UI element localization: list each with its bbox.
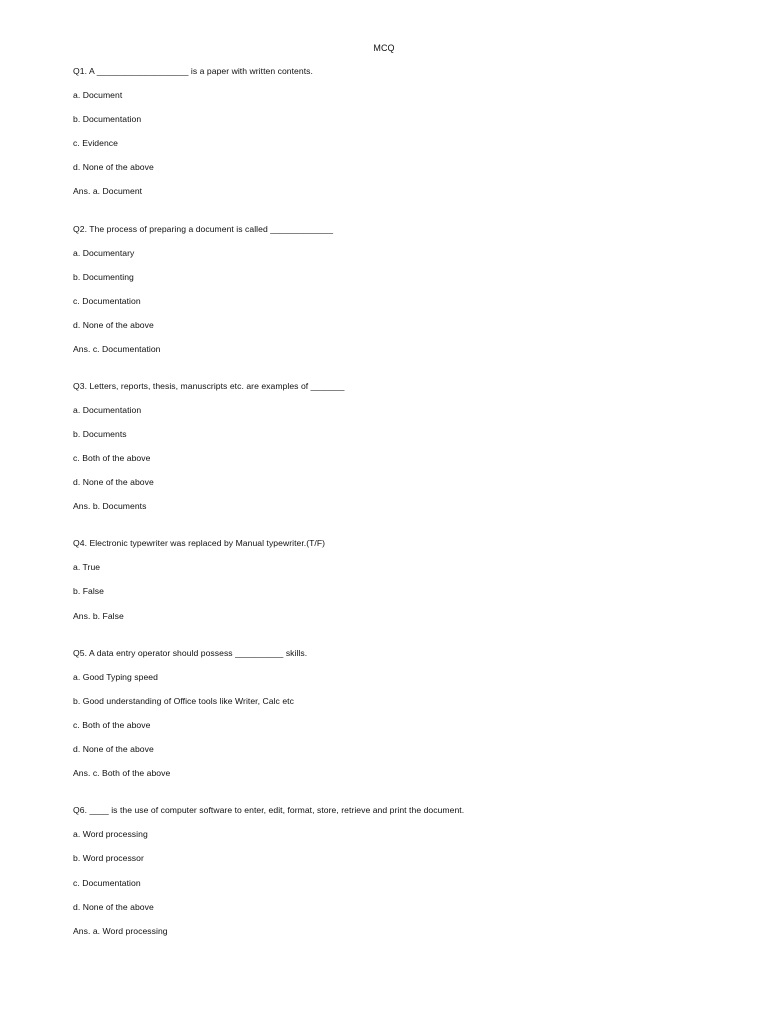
question-4-answer: Ans. b. False (73, 611, 124, 621)
question-4-text: Q4. Electronic typewriter was replaced by Manual typewriter.(T/F) (73, 538, 326, 548)
question-1-text: Q1. A ___________________ is a paper with written contents. (73, 66, 313, 76)
question-2-option-a: a. Documentary (73, 248, 135, 258)
question-3-text: Q3. Letters, reports, thesis, manuscripts etc. are examples of _______ (73, 381, 345, 391)
question-2-answer: Ans. c. Documentation (73, 344, 161, 354)
question-6-text: Q6. ____ is the use of computer software to enter, edit, format, store, retrieve and print the document. (73, 805, 465, 815)
question-4-option-b: b. False (73, 586, 104, 596)
question-6-answer: Ans. a. Word processing (73, 926, 168, 936)
question-2-text: Q2. The process of preparing a document is called _____________ (73, 224, 334, 234)
question-5-text: Q5. A data entry operator should possess __________ skills. (73, 648, 308, 658)
question-3-option-d: d. None of the above (73, 477, 154, 487)
question-1-option-c: c. Evidence (73, 138, 118, 148)
question-4-option-a: a. True (73, 562, 101, 572)
question-5-answer: Ans. c. Both of the above (73, 768, 171, 778)
question-6-option-d: d. None of the above (73, 902, 154, 912)
question-3-option-c: c. Both of the above (73, 453, 151, 463)
question-3-option-a: a. Documentation (73, 405, 142, 415)
question-5-option-d: d. None of the above (73, 744, 154, 754)
question-2-option-c: c. Documentation (73, 296, 141, 306)
question-1-option-b: b. Documentation (73, 114, 142, 124)
question-3-answer: Ans. b. Documents (73, 501, 147, 511)
question-2-option-b: b. Documenting (73, 272, 134, 282)
question-2-option-d: d. None of the above (73, 320, 154, 330)
page-title: MCQ (373, 43, 395, 53)
question-5-option-b: b. Good understanding of Office tools like Writer, Calc etc (73, 696, 294, 706)
question-6-option-a: a. Word processing (73, 829, 148, 839)
question-5-option-a: a. Good Typing speed (73, 672, 158, 682)
question-6-option-c: c. Documentation (73, 878, 141, 888)
question-1-answer: Ans. a. Document (73, 186, 143, 196)
question-6-option-b: b. Word processor (73, 853, 144, 863)
question-3-option-b: b. Documents (73, 429, 127, 439)
question-5-option-c: c. Both of the above (73, 720, 151, 730)
question-1-option-d: d. None of the above (73, 162, 154, 172)
question-1-option-a: a. Document (73, 90, 123, 100)
